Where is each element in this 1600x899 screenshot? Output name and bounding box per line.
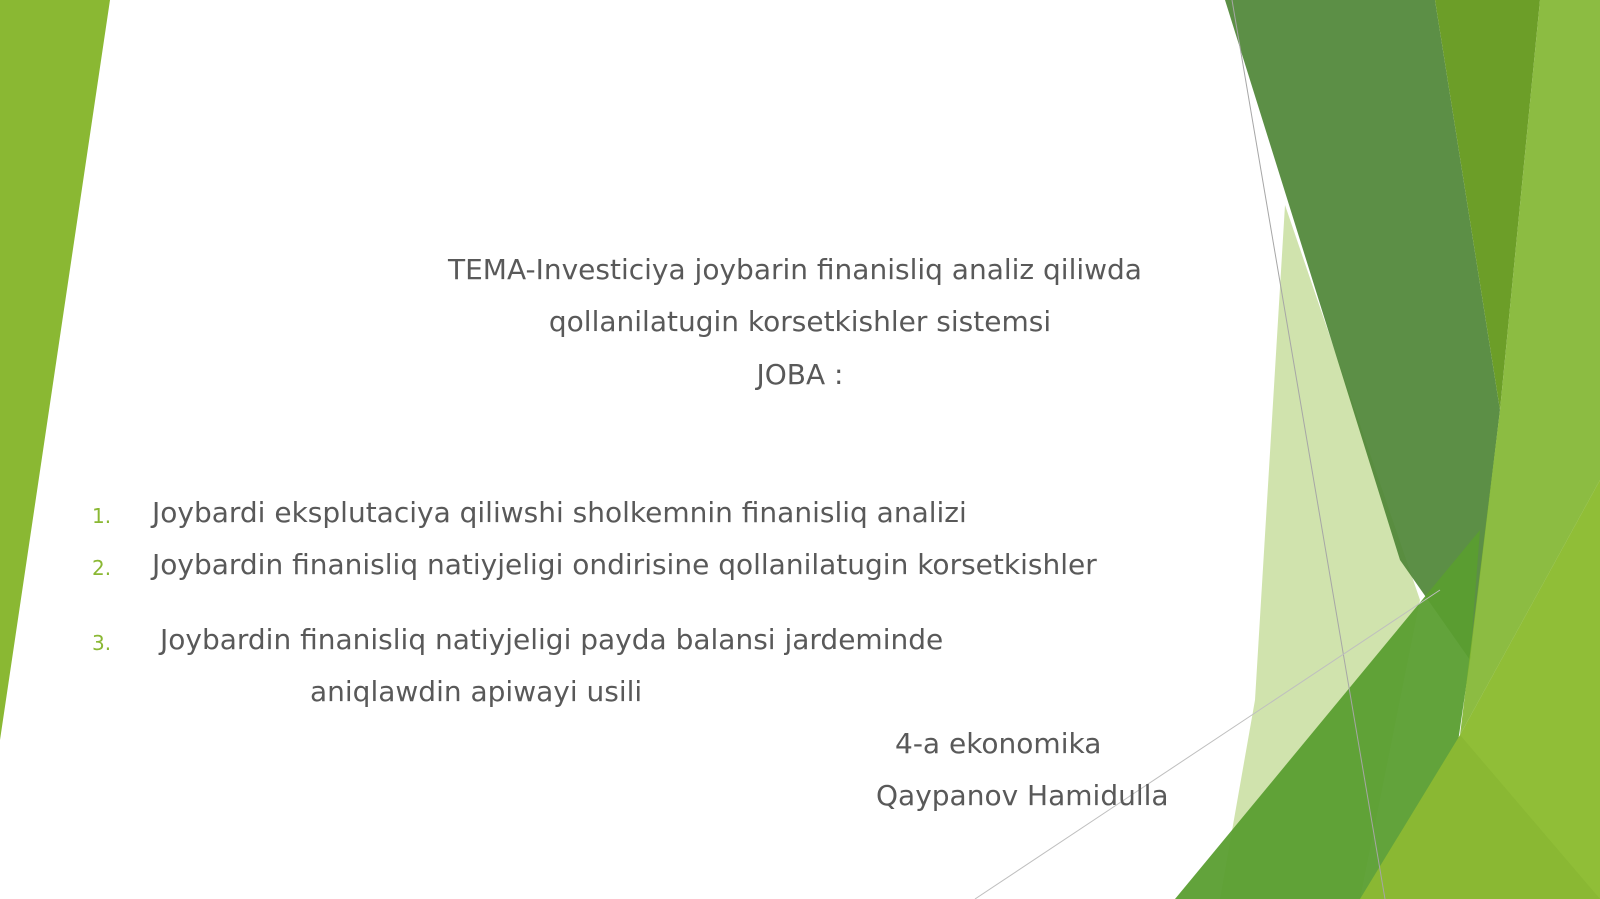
list-item-3-number: 3.	[92, 631, 112, 655]
plan-heading: JOBA :	[756, 358, 844, 391]
list-item-1-text: Joybardi eksplutaciya qiliwshi sholkemnin finanisliq analizi	[152, 496, 967, 529]
slide-title-line-1: TEMA-Investiciya joybarin finanisliq analiz qiliwda	[448, 253, 1142, 286]
list-item-2-text: Joybardin finanisliq natiyjeligi ondirisine qollanilatugin korsetkishler	[152, 548, 1097, 581]
list-item-2-number: 2.	[92, 556, 112, 580]
list-item-1-number: 1.	[92, 504, 112, 528]
slide-title-line-2: qollanilatugin korsetkishler sistemsi	[548, 305, 1052, 338]
list-item-3-continuation: aniqlawdin apiwayi usili	[310, 675, 643, 708]
list-item-3-text: Joybardin finanisliq natiyjeligi payda balansi jardeminde	[160, 623, 944, 656]
group-label: 4-a ekonomika	[895, 727, 1102, 760]
author-name: Qaypanov Hamidulla	[876, 779, 1169, 812]
